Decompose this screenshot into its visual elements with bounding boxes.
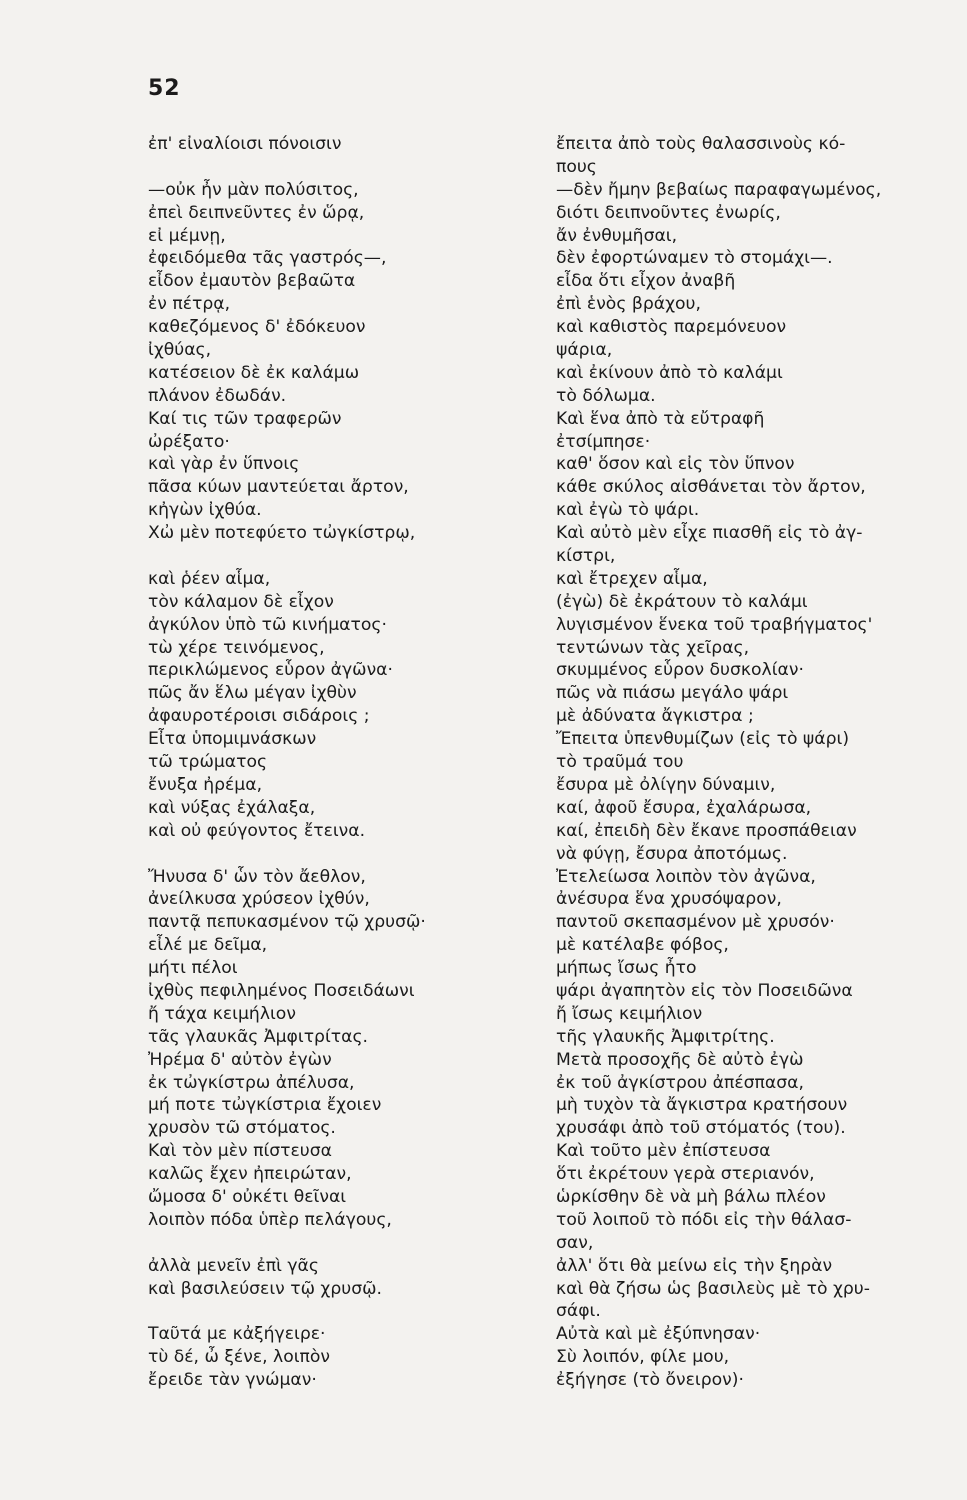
- text-line: ἔνυξα ἠρέμα,: [148, 774, 263, 795]
- text-line: χρυσάφι ἀπὸ τοῦ στόματός (του).: [556, 1118, 846, 1139]
- text-line: τῶ τρώματος: [148, 752, 268, 773]
- text-line: πᾶσα κύων μαντεύεται ἄρτον,: [148, 477, 409, 498]
- text-line: ἐξήγησε (τὸ ὄνειρον)·: [556, 1370, 744, 1391]
- text-line: καὶ καθιστὸς παρεμόνευον: [556, 317, 787, 338]
- text-line: ψάρια,: [556, 340, 613, 361]
- text-line: καλῶς ἔχεν ἠπειρώταν,: [148, 1164, 352, 1185]
- text-line: κίστρι,: [556, 546, 616, 567]
- text-line: μή ποτε τὠγκίστρια ἔχοιεν: [148, 1095, 382, 1116]
- text-line: τᾶς γλαυκᾶς Ἀμφιτρίτας.: [148, 1026, 369, 1047]
- text-line: Καὶ ἕνα ἀπὸ τὰ εὔτραφῆ: [556, 408, 765, 429]
- text-line: πῶς νὰ πιάσω μεγάλο ψάρι: [556, 683, 789, 704]
- text-line: καθ' ὅσον καὶ εἰς τὸν ὕπνον: [556, 454, 795, 475]
- text-line: ἀλλ' ὅτι θὰ μείνω εἰς τὴν ξηρὰν: [556, 1255, 833, 1276]
- text-line: τὼ χέρε τεινόμενος,: [148, 637, 325, 658]
- text-line: ἰχθὺς πεφιλημένος Ποσειδάωνι: [148, 980, 415, 1001]
- stanza-break: [148, 156, 528, 179]
- text-line: ἐπ' εἰναλίοισι πόνοισιν: [148, 134, 342, 154]
- text-line: καί, ἀφοῦ ἔσυρα, ἐχαλάρωσα,: [556, 797, 812, 818]
- text-line: λοιπὸν πόδα ὑπὲρ πελάγους,: [148, 1209, 392, 1230]
- text-line: καί, ἐπειδὴ δὲν ἔκανε προσπάθειαν: [556, 820, 857, 841]
- text-line: ἐπεὶ δειπνεῦντες ἐν ὥρᾳ,: [148, 202, 365, 223]
- text-line: τὺ δέ, ὦ ξένε, λοιπὸν: [148, 1347, 331, 1368]
- text-line: καὶ θὰ ζήσω ὡς βασιλεὺς μὲ τὸ χρυ-: [556, 1278, 870, 1299]
- text-line: πῶς ἄν ἕλω μέγαν ἰχθὺν: [148, 683, 357, 704]
- text-line: ὅτι ἐκρέτουν γερὰ στεριανόν,: [556, 1164, 815, 1185]
- text-line: Ταῦτά με κἀξήγειρε·: [148, 1324, 326, 1345]
- text-line: χρυσὸν τῶ στόματος.: [148, 1118, 336, 1139]
- text-line: νὰ φύγῃ, ἔσυρα ἀποτόμως.: [556, 843, 788, 864]
- text-line: καὶ οὐ φεύγοντος ἔτεινα.: [148, 820, 366, 841]
- stanza-break: [148, 1300, 528, 1323]
- text-line: Καὶ τοῦτο μὲν ἐπίστευσα: [556, 1141, 771, 1162]
- text-line: τὸ τραῦμά του: [556, 752, 684, 773]
- text-line: παντᾷ πεπυκασμένον τῷ χρυσῷ·: [148, 912, 426, 933]
- text-line: λυγισμένον ἕνεκα τοῦ τραβήγματος': [556, 614, 873, 635]
- text-line: παντοῦ σκεπασμένον μὲ χρυσόν·: [556, 912, 835, 933]
- text-line: Ἔπειτα ὑπενθυμίζων (εἰς τὸ ψάρι): [556, 729, 850, 750]
- text-line: ἔπειτα ἀπὸ τοὺς θαλασσινοὺς κό-: [556, 134, 846, 154]
- text-line: καὶ ἐγὼ τὸ ψάρι.: [556, 500, 700, 521]
- text-line: —δὲν ἤμην βεβαίως παραφαγωμένος,: [556, 179, 882, 200]
- text-line: ὡρκίσθην δὲ νὰ μὴ βάλω πλέον: [556, 1186, 826, 1207]
- text-line: καὶ βασιλεύσειν τῷ χρυσῷ.: [148, 1278, 382, 1299]
- text-line: καθεζόμενος δ' ἐδόκευον: [148, 317, 366, 338]
- text-line: ψάρι ἀγαπητὸν εἰς τὸν Ποσειδῶνα: [556, 980, 853, 1001]
- text-line: ἀνείλκυσα χρύσεον ἰχθύν,: [148, 889, 370, 910]
- text-line: Αὐτὰ καὶ μὲ ἐξύπνησαν·: [556, 1324, 761, 1345]
- text-line: ἀλλὰ μενεῖν ἐπὶ γᾶς: [148, 1255, 319, 1276]
- text-line: καὶ ἐκίνουν ἀπὸ τὸ καλάμι: [556, 362, 783, 383]
- text-line: πους: [556, 156, 597, 177]
- text-line: Σὺ λοιπόν, φίλε μου,: [556, 1347, 730, 1368]
- text-line: μήπως ἴσως ἦτο: [556, 958, 697, 979]
- text-line: μήτι πέλοι: [148, 958, 238, 979]
- text-line: πλάνον ἐδωδάν.: [148, 385, 287, 406]
- text-line: τὸν κάλαμον δὲ εἶχον: [148, 591, 334, 612]
- text-line: Ἐτελείωσα λοιπὸν τὸν ἀγῶνα,: [556, 866, 816, 887]
- text-line: σκυμμένος εὗρον δυσκολίαν·: [556, 660, 804, 681]
- text-line: καὶ γὰρ ἐν ὕπνοις: [148, 454, 300, 475]
- text-line: εἶλέ με δεῖμα,: [148, 935, 268, 956]
- text-line: τῆς γλαυκῆς Ἀμφιτρίτης.: [556, 1026, 775, 1047]
- text-line: ἐφειδόμεθα τᾶς γαστρός—,: [148, 248, 387, 269]
- text-line: ὤμοσα δ' οὐκέτι θεῖναι: [148, 1186, 347, 1207]
- text-line: ἐκ τὠγκίστρω ἀπέλυσα,: [148, 1072, 355, 1093]
- greek-translation-column: [556, 133, 956, 1392]
- text-line: καὶ ῥέεν αἷμα,: [148, 568, 271, 589]
- text-line: ἰχθύας,: [148, 340, 212, 361]
- text-line: διότι δειπνοῦντες ἐνωρίς,: [556, 202, 781, 223]
- text-line: μὴ τυχὸν τὰ ἄγκιστρα κρατήσουν: [556, 1095, 848, 1116]
- stanza-break: [148, 843, 528, 866]
- text-line: κἠγὼν ἰχθύα.: [148, 500, 262, 521]
- text-line: μὲ ἀδύνατα ἄγκιστρα ;: [556, 706, 754, 727]
- text-line: ἄν ἐνθυμῆσαι,: [556, 225, 678, 246]
- text-line: μὲ κατέλαβε φόβος,: [556, 935, 729, 956]
- text-line: εἶδα ὅτι εἶχον ἀναβῆ: [556, 271, 736, 292]
- text-line: Καὶ αὐτὸ μὲν εἶχε πιασθῆ εἰς τὸ ἀγ-: [556, 523, 863, 544]
- greek-original-column: [148, 133, 528, 1392]
- text-line: καὶ ἔτρεχεν αἷμα,: [556, 568, 708, 589]
- text-line: Καὶ τὸν μὲν πίστευσα: [148, 1141, 332, 1162]
- text-line: ὠρέξατο·: [148, 431, 230, 452]
- text-line: τεντώνων τὰς χεῖρας,: [556, 637, 750, 658]
- text-line: δὲν ἐφορτώναμεν τὸ στομάχι—.: [556, 248, 833, 269]
- text-line: ἤ ἴσως κειμήλιον: [556, 1003, 703, 1024]
- text-line: εἶδον ἐμαυτὸν βεβαῶτα: [148, 271, 356, 292]
- text-line: ἔσυρα μὲ ὀλίγην δύναμιν,: [556, 774, 776, 795]
- text-line: Εἶτα ὑπομιμνάσκων: [148, 729, 317, 750]
- text-line: Μετὰ προσοχῆς δὲ αὐτὸ ἐγὼ: [556, 1049, 804, 1070]
- text-line: κατέσειον δὲ ἐκ καλάμω: [148, 362, 360, 383]
- text-line: ἔρειδε τὰν γνώμαν·: [148, 1370, 317, 1391]
- text-line: εἰ μέμνῃ,: [148, 225, 226, 246]
- text-line: Χὠ μὲν ποτεφύετο τὠγκίστρῳ,: [148, 523, 416, 544]
- text-line: σαν,: [556, 1232, 594, 1253]
- text-line: καὶ νύξας ἐχάλαξα,: [148, 797, 316, 818]
- text-line: ἐν πέτρᾳ,: [148, 294, 231, 315]
- stanza-break: [148, 1232, 528, 1255]
- text-line: κάθε σκύλος αἰσθάνεται τὸν ἄρτον,: [556, 477, 866, 498]
- text-line: (ἐγὼ) δὲ ἐκράτουν τὸ καλάμι: [556, 591, 808, 612]
- text-line: Ἤνυσα δ' ὧν τὸν ἄεθλον,: [148, 866, 366, 887]
- text-line: τοῦ λοιποῦ τὸ πόδι εἰς τὴν θάλασ-: [556, 1209, 852, 1230]
- text-line: τὸ δόλωμα.: [556, 385, 656, 406]
- text-line: σάφι.: [556, 1301, 601, 1322]
- text-line: Ἠρέμα δ' αὐτὸν ἐγὼν: [148, 1049, 332, 1070]
- stanza-break: [148, 545, 528, 568]
- text-line: ἀνέσυρα ἕνα χρυσόψαρον,: [556, 889, 782, 910]
- text-line: περικλώμενος εὗρον ἀγῶνα·: [148, 660, 393, 681]
- text-line: ἐπὶ ἑνὸς βράχου,: [556, 294, 701, 315]
- text-line: ἐκ τοῦ ἀγκίστρου ἀπέσπασα,: [556, 1072, 804, 1093]
- text-line: ἤ τάχα κειμήλιον: [148, 1003, 296, 1024]
- text-line: ἀφαυροτέροισι σιδάροις ;: [148, 706, 370, 727]
- page-number: 52: [148, 76, 181, 101]
- text-line: ἀγκύλον ὑπὸ τῶ κινήματος·: [148, 614, 387, 635]
- text-line: —οὐκ ἦν μὰν πολύσιτος,: [148, 179, 359, 200]
- text-line: Καί τις τῶν τραφερῶν: [148, 408, 342, 429]
- text-line: ἐτσίμπησε·: [556, 431, 651, 452]
